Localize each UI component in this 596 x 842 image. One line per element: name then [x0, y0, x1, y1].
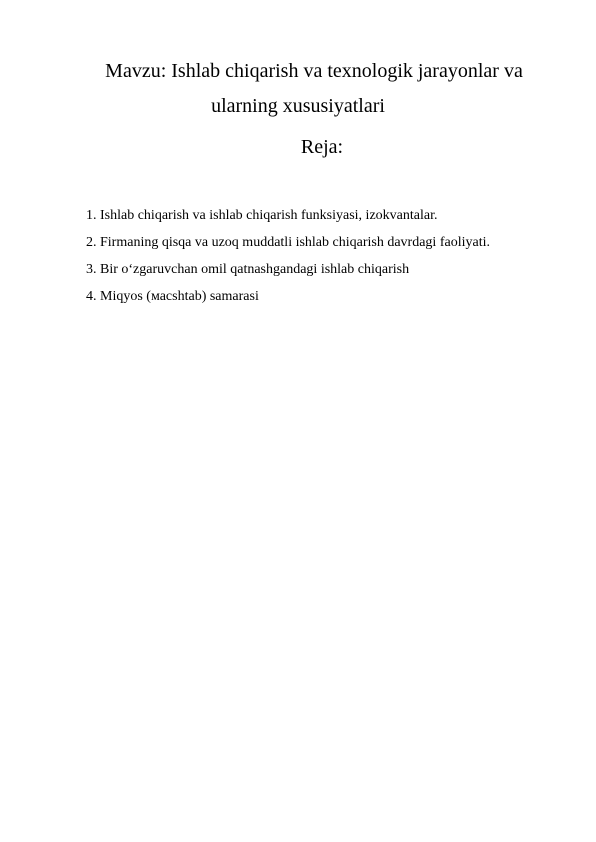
plan-item — [86, 262, 490, 289]
document-title-line-2: ularning xususiyatlari — [211, 95, 385, 117]
plan-item-text: Firmaning qisqa va uzoq muddatli ishlab chiqarish davrdagi faoliyati. — [100, 235, 490, 250]
plan-item-number: 2. — [86, 235, 97, 250]
plan-item-number: 3. — [86, 262, 97, 277]
plan-item — [86, 208, 490, 235]
plan-item-text: Bir o‘zgaruvchan omil qatnashgandagi ishlab chiqarish — [100, 262, 410, 277]
plan-list — [86, 208, 490, 316]
plan-item-number: 1. — [86, 208, 97, 223]
document-title-line-1: Mavzu: Ishlab chiqarish va texnologik jarayonlar va — [105, 60, 523, 82]
plan-item-text: Ishlab chiqarish va ishlab chiqarish funksiyasi, izokvantalar. — [100, 208, 438, 223]
plan-item-text: Miqyos (масshtab) samarasi — [100, 289, 259, 304]
plan-item — [86, 289, 490, 316]
plan-item — [86, 235, 490, 262]
plan-item-number: 4. — [86, 289, 97, 304]
plan-heading: Reja: — [300, 136, 344, 158]
